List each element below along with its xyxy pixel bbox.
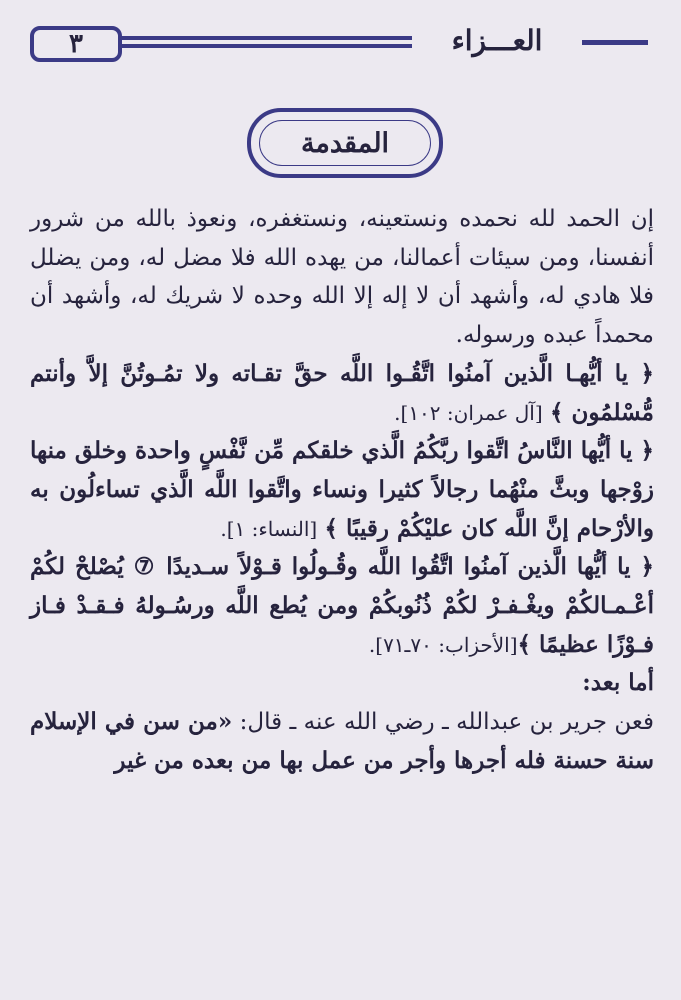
quran-verse: ﴿ يا أيُّها النَّاسُ اتَّقوا ربَّكُمُ الَّذي خلقكم مِّن نَّفْسٍ واحدة وخلق منها زوْجها وبثَّ منْهُما رجالاً كثيرا ونساء واتَّقوا اللَّه الَّذي تساءلُون به والأرْحام إنَّ اللَّه كان عليْكُمْ رقيبًا ﴾ [النساء: ١]. [30,437,654,542]
hadith-paragraph: فعن جرير بن عبدالله ـ رضي الله عنه ـ قال: «من سن في الإسلام سنة حسنة فله أجرها وأجر من عمل بها من بعده من غير [30,708,654,774]
header-rule [122,36,412,40]
section-title-frame [247,108,443,178]
running-title: العـــزاء [451,24,543,57]
opening-paragraph: إن الحمد لله نحمده ونستعينه، ونستغفره، ونعوذ بالله من شرور أنفسنا، ومن سيئات أعمالنا، من يهده الله فلا مضل له، ومن يضلل فلا هادي له، وأشهد أن لا إله إلا الله وحده لا شريك له، وأشهد أن محمداً عبده ورسوله. [30,206,654,349]
header-rule-short [582,40,648,45]
section-title: المقدمة [300,127,390,159]
verse-reference: [آل عمران: ١٠٢]. [394,400,543,425]
header-rule [122,44,412,48]
verse-reference: [النساء: ١]. [220,516,318,541]
quran-verse: ﴿ يا أيُّها الَّذين آمنُوا اتَّقُوا اللَّه وقُـولُوا قـوْلاً سـديدًا ⑦ يُصْلحْ لكُمْ أعْـمـالكُمْ ويغْـفـرْ لكُمْ ذُنُوبكُمْ ومن يُطع اللَّه ورسُـولهُ فـقـدْ فـاز فـوْزًا عظيمًا ﴾[الأحزاب: ٧٠ـ٧١]. [30,553,654,658]
page-header [22,18,662,66]
quran-verse: ﴿ يا أيُّهـا الَّذين آمنُوا اتَّقُـوا اللَّه حقَّ تقـاته ولا تمُـوتُنَّ إلاَّ وأنتم مُّسْلمُون ﴾ [آل عمران: ١٠٢]. [30,359,654,426]
body-text [30,200,654,781]
page-number: ٣ [30,26,122,62]
amma-baad: أما بعد: [582,669,654,697]
verse-reference: [الأحزاب: ٧٠ـ٧١]. [368,632,518,657]
